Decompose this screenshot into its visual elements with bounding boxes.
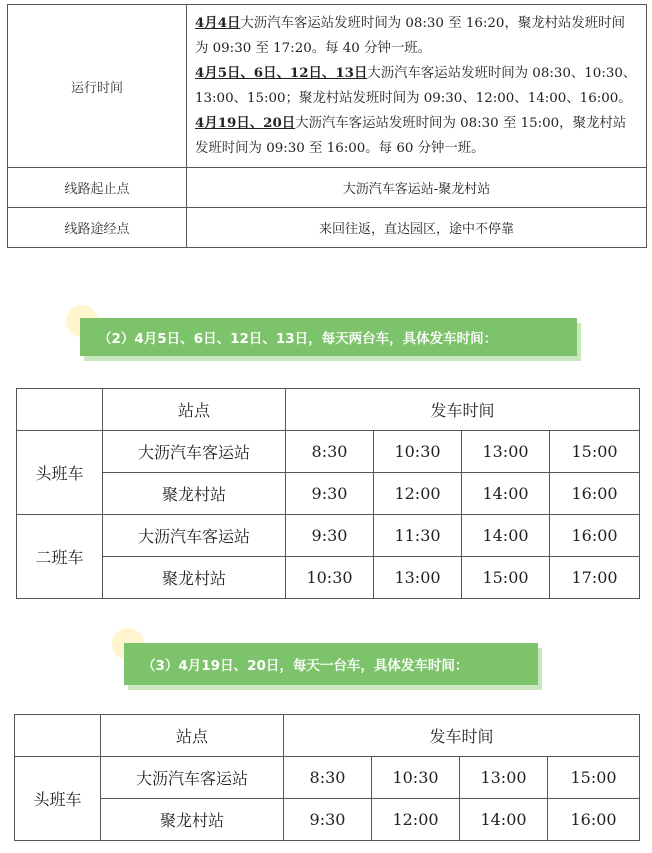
station-name: 聚龙村站 bbox=[103, 557, 286, 599]
via-value: 来回往返，直达园区，途中不停靠 bbox=[187, 208, 647, 248]
time-cell: 13:00 bbox=[462, 431, 550, 473]
schedule-line-1 bbox=[195, 11, 638, 61]
time-cell: 10:30 bbox=[374, 431, 462, 473]
time-cell: 9:30 bbox=[286, 473, 374, 515]
bus-label: 头班车 bbox=[17, 431, 103, 515]
col-time-header: 发车时间 bbox=[284, 715, 640, 757]
time-cell: 12:00 bbox=[372, 799, 460, 841]
time-cell: 10:30 bbox=[286, 557, 374, 599]
section3-table bbox=[14, 714, 640, 841]
col-station-header: 站点 bbox=[103, 389, 286, 431]
via-label: 线路途经点 bbox=[8, 208, 187, 248]
station-name: 大沥汽车客运站 bbox=[103, 431, 286, 473]
time-cell: 15:00 bbox=[462, 557, 550, 599]
section2-banner: （2）4月5日、6日、12日、13日，每天两台车，具体发车时间： bbox=[80, 318, 577, 356]
time-cell: 10:30 bbox=[372, 757, 460, 799]
bus-label: 二班车 bbox=[17, 515, 103, 599]
time-cell: 12:00 bbox=[374, 473, 462, 515]
time-cell: 14:00 bbox=[462, 515, 550, 557]
route-value: 大沥汽车客运站-聚龙村站 bbox=[187, 168, 647, 208]
corner-cell bbox=[15, 715, 101, 757]
route-label: 线路起止点 bbox=[8, 168, 187, 208]
schedule-dates-3: 4月19日、20日 bbox=[195, 115, 296, 131]
time-cell: 16:00 bbox=[548, 799, 640, 841]
station-name: 大沥汽车客运站 bbox=[101, 757, 284, 799]
corner-cell bbox=[17, 389, 103, 431]
run-time-value bbox=[187, 5, 647, 168]
schedule-text-1: 大沥汽车客运站发班时间为 08:30 至 16:20，聚龙村站发班时间为 09:30 至 17:20。每 40 分钟一班。 bbox=[195, 16, 625, 56]
time-cell: 16:00 bbox=[550, 473, 640, 515]
bus-label: 头班车 bbox=[15, 757, 101, 841]
time-cell: 14:00 bbox=[462, 473, 550, 515]
time-cell: 14:00 bbox=[460, 799, 548, 841]
route-info-table bbox=[7, 4, 647, 248]
time-cell: 11:30 bbox=[374, 515, 462, 557]
station-name: 聚龙村站 bbox=[103, 473, 286, 515]
run-time-label: 运行时间 bbox=[8, 5, 187, 168]
station-name: 聚龙村站 bbox=[101, 799, 284, 841]
section2-table bbox=[16, 388, 640, 599]
time-cell: 9:30 bbox=[284, 799, 372, 841]
schedule-line-3 bbox=[195, 111, 638, 161]
time-cell: 8:30 bbox=[284, 757, 372, 799]
schedule-dates-2: 4月5日、6日、12日、13日 bbox=[195, 65, 368, 81]
time-cell: 13:00 bbox=[374, 557, 462, 599]
schedule-line-2 bbox=[195, 61, 638, 111]
time-cell: 8:30 bbox=[286, 431, 374, 473]
schedule-dates-1: 4月4日 bbox=[195, 15, 241, 31]
time-cell: 13:00 bbox=[460, 757, 548, 799]
time-cell: 16:00 bbox=[550, 515, 640, 557]
col-station-header: 站点 bbox=[101, 715, 284, 757]
col-time-header: 发车时间 bbox=[286, 389, 640, 431]
station-name: 大沥汽车客运站 bbox=[103, 515, 286, 557]
time-cell: 17:00 bbox=[550, 557, 640, 599]
time-cell: 9:30 bbox=[286, 515, 374, 557]
schedule-text-2: 大沥汽车客运站发班时间为 08:30、10:30、13:00、15:00；聚龙村站发班时间为 09:30、12:00、14:00、16:00。 bbox=[195, 66, 637, 106]
schedule-text-3: 大沥汽车客运站发班时间为 08:30 至 15:00，聚龙村站发班时间为 09:30 至 16:00。每 60 分钟一班。 bbox=[195, 116, 627, 156]
time-cell: 15:00 bbox=[550, 431, 640, 473]
section3-banner: （3）4月19日、20日，每天一台车，具体发车时间： bbox=[124, 643, 538, 685]
time-cell: 15:00 bbox=[548, 757, 640, 799]
